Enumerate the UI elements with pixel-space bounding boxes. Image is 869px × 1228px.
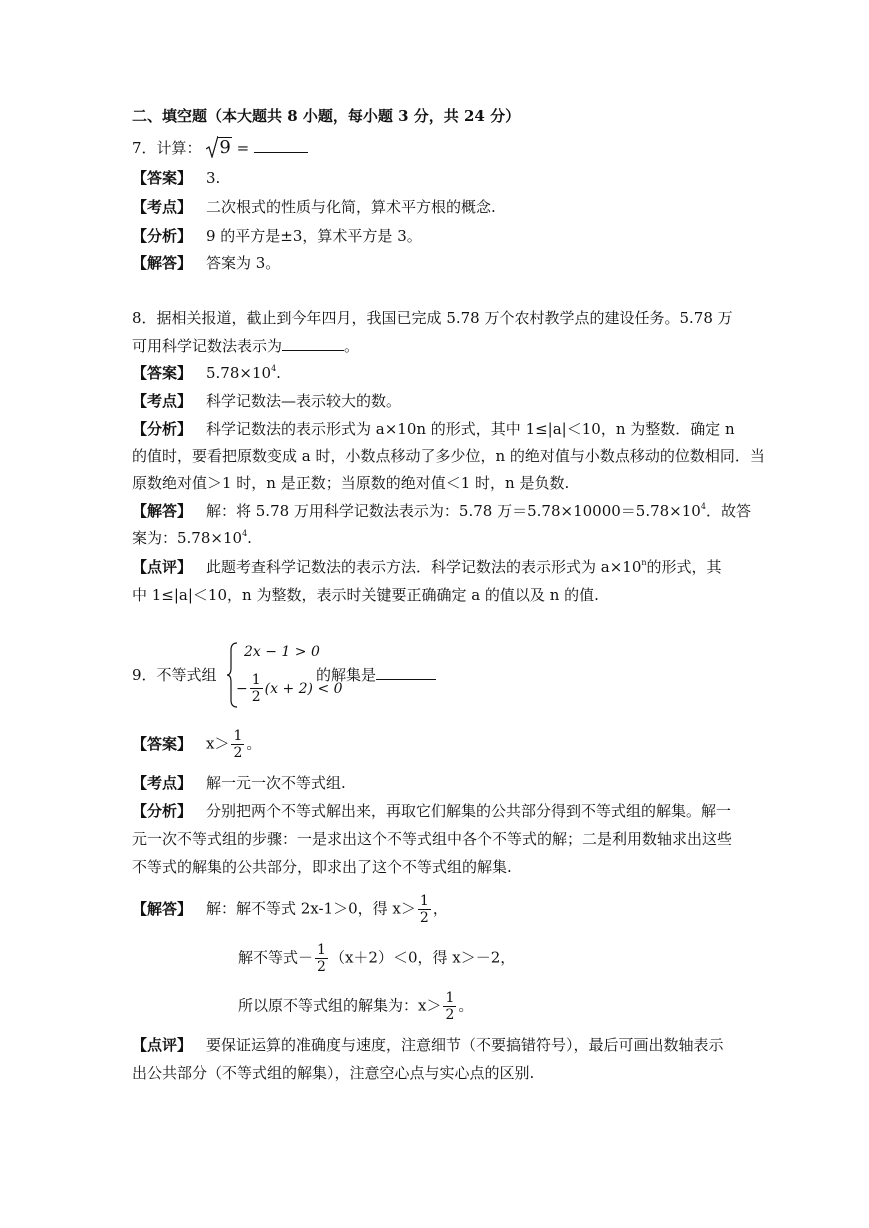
fraction-numerator: 1 [419, 893, 429, 909]
q9-answer-blank [376, 665, 436, 680]
topic-label: 【考点】 [132, 198, 193, 216]
topic-label: 【考点】 [132, 392, 193, 410]
q8-question-line2 [132, 336, 359, 356]
comment-label: 【点评】 [132, 558, 193, 576]
solution-label: 【解答】 [132, 502, 193, 520]
solution-label: 【解答】 [132, 254, 193, 272]
topic-label: 【考点】 [132, 774, 193, 792]
q9-topic-row [132, 773, 346, 793]
q7-topic-row [132, 197, 496, 217]
fraction-numerator: 1 [317, 942, 326, 958]
q9-solution-line2 [238, 942, 515, 975]
fraction-one-half [443, 990, 456, 1023]
q9-inequality-1: 2x − 1 > 0 [244, 644, 320, 660]
fraction-numerator: 1 [251, 672, 261, 688]
q7-radicand: 9 [219, 137, 231, 158]
q8-solution-row [132, 501, 751, 521]
q9-solution-row [132, 893, 448, 926]
answer-label: 【答案】 [132, 364, 193, 382]
q9-analysis-3: 不等式的解集的公共部分，即求出了这个不等式组的解集. [132, 858, 512, 876]
fraction-denominator: 2 [445, 1007, 455, 1023]
analysis-label: 【分析】 [132, 802, 193, 820]
q9-suffix-row [316, 664, 436, 685]
radical-sign-icon [206, 136, 218, 158]
q8-answer-row [132, 363, 281, 383]
q7-question [132, 136, 308, 158]
q9-sol2-pre: 解不等式－ [238, 948, 314, 967]
q8-topic: 科学记数法—表示较大的数。 [206, 392, 402, 410]
fraction-denominator: 2 [419, 910, 429, 926]
q9-ineq2-sign: − [236, 680, 248, 697]
q8-solution-1a: 解：将 5.78 万用科学记数法表示为：5.78 万＝5.78×10000＝5.78×10 [206, 502, 701, 520]
q8-comment-exp: n [641, 558, 647, 567]
comment-label: 【点评】 [132, 1036, 193, 1054]
q8-answer-end: . [276, 364, 281, 382]
q8-comment-row [132, 557, 722, 577]
q8-solution-2a: 案为：5.78×10 [132, 529, 243, 547]
q9-answer-pre: x＞ [206, 734, 230, 753]
analysis-label: 【分析】 [132, 227, 193, 245]
q7-equals: = [236, 139, 250, 157]
q8-answer-exp: 4 [271, 364, 277, 373]
q8-analysis-3: 原数绝对值＞1 时，n 是正数；当原数的绝对值＜1 时，n 是负数. [132, 474, 570, 492]
fraction-denominator: 2 [317, 959, 326, 975]
q7-solution: 答案为 3。 [206, 254, 281, 272]
q7-analysis-row [132, 226, 422, 246]
q9-sol3-pre: 所以原不等式组的解集为：x＞ [238, 996, 442, 1015]
q9-comment-1: 要保证运算的准确度与速度，注意细节（不要搞错符号），最后可画出数轴表示 [206, 1036, 724, 1054]
q8-solution-exp: 4 [242, 529, 248, 538]
fraction-denominator: 2 [233, 745, 243, 761]
q8-comment-2: 中 1≤|a|＜10，n 为整数，表示时关键要正确确定 a 的值以及 n 的值. [132, 586, 599, 604]
q9-ineq2-rest: (x + 2) < 0 [264, 680, 343, 697]
q9-analysis-2: 元一次不等式组的步骤：一是求出这个不等式组中各个不等式的解；二是利用数轴求出这些 [132, 830, 733, 848]
q9-answer-row [132, 728, 261, 761]
analysis-label: 【分析】 [132, 420, 193, 438]
q7-answer-blank [254, 138, 308, 153]
q8-solution-2b: . [247, 529, 252, 547]
q8-answer-base: 5.78×10 [206, 364, 272, 382]
q8-solution-1b: ．故答 [705, 502, 751, 520]
fraction-one-half [250, 672, 263, 705]
q7-analysis: 9 的平方是±3，算术平方是 3。 [206, 227, 422, 245]
q8-solution-line2 [132, 528, 252, 548]
answer-label: 【答案】 [132, 169, 193, 187]
q9-sol3-post: 。 [458, 996, 474, 1015]
q8-answer-blank [282, 336, 344, 351]
q9-answer-post: 。 [246, 734, 262, 753]
q7-sqrt [206, 136, 231, 158]
q7-prefix: 7．计算： [132, 139, 202, 157]
q7-answer: 3. [206, 169, 221, 187]
q8-topic-row [132, 391, 401, 411]
q8-line2-end: 。 [344, 337, 360, 355]
q7-topic: 二次根式的性质与化简，算术平方根的概念. [206, 198, 496, 216]
q8-analysis-1: 科学记数法的表示形式为 a×10n 的形式，其中 1≤|a|＜10，n 为整数．确定 n [206, 420, 735, 438]
answer-label: 【答案】 [132, 734, 193, 753]
q9-comment-row [132, 1035, 724, 1055]
solution-label: 【解答】 [132, 899, 193, 918]
q7-solution-row [132, 253, 280, 273]
q8-analysis-2: 的值时，要看把原数变成 a 时，小数点移动了多少位，n 的绝对值与小数点移动的位数相同．当 [132, 447, 765, 465]
q9-sol1-pre: 解：解不等式 2x-1＞0，得 x＞ [206, 899, 416, 918]
q8-question-line1: 8．据相关报道，截止到今年四月，我国已完成 5.78 万个农村教学点的建设任务。5.78 万 [132, 309, 733, 327]
q9-prefix: 9．不等式组 [132, 666, 217, 684]
fraction-one-half [315, 942, 328, 975]
fraction-denominator: 2 [251, 689, 261, 705]
q9-analysis-1: 分别把两个不等式解出来，再取它们解集的公共部分得到不等式组的解集。解一 [206, 802, 732, 820]
q9-topic: 解一元一次不等式组. [206, 774, 346, 792]
q7-answer-row [132, 168, 220, 188]
q8-solution-exp: 4 [700, 502, 706, 511]
section-title: 二、填空题（本大题共 8 小题，每小题 3 分，共 24 分） [132, 107, 521, 125]
q8-comment-1b: 的形式，其 [646, 558, 722, 576]
q9-sol1-post: ， [432, 899, 448, 918]
q9-sol2-post: （x＋2）＜0，得 x＞－2， [329, 948, 516, 967]
q9-comment-2: 出公共部分（不等式组的解集），注意空心点与实心点的区别. [132, 1064, 535, 1082]
fraction-one-half [418, 893, 431, 926]
q9-solution-line3 [238, 990, 473, 1023]
fraction-numerator: 1 [445, 990, 455, 1006]
fraction-one-half [231, 728, 244, 761]
q9-suffix: 的解集是 [316, 666, 377, 684]
q8-analysis-row [132, 419, 735, 439]
fraction-numerator: 1 [233, 728, 243, 744]
q8-comment-1a: 此题考查科学记数法的表示方法．科学记数法的表示形式为 a×10 [206, 558, 642, 576]
q9-analysis-row [132, 801, 731, 821]
q8-line2-text: 可用科学记数法表示为 [132, 337, 283, 355]
